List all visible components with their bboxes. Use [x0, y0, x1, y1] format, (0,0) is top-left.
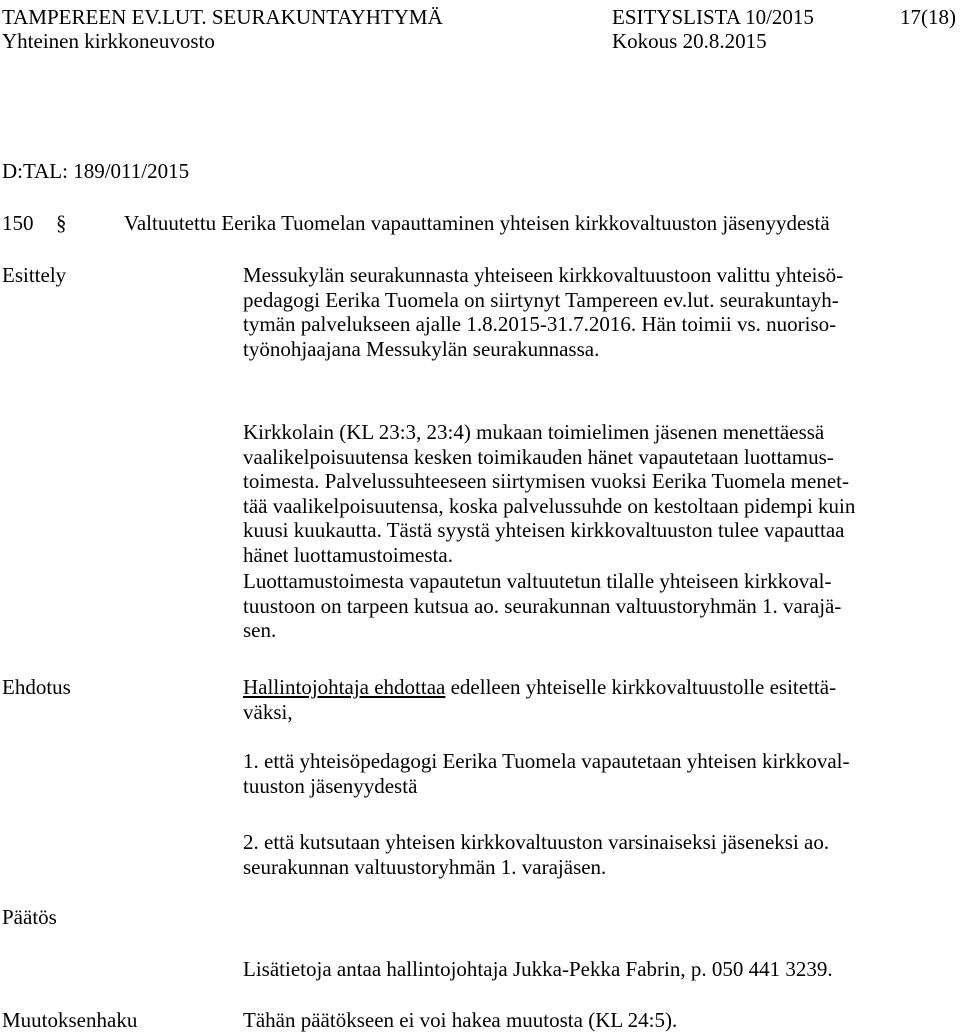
- text-line: hänet luottamustoimesta.: [243, 542, 453, 567]
- label-esittely: Esittely: [2, 263, 67, 287]
- text-line: Kirkkolain (KL 23:3, 23:4) mukaan toimielimen jäsenen menettäessä: [243, 420, 825, 444]
- organization-name: TAMPEREEN EV.LUT. SEURAKUNTAYHTYMÄ: [2, 5, 443, 29]
- appeal-note: Tähän päätökseen ei voi hakea muutosta (KL 24:5).: [243, 1008, 678, 1032]
- intro-text: edelleen yhteiselle kirkkovaltuustolle esitettä-: [445, 675, 837, 699]
- text-line: Luottamustoimesta vapautetun valtuutetun tilalle yhteiseen kirkkoval-: [243, 569, 832, 593]
- text-line: kuusi kuukautta. Tästä syystä yhteisen kirkkovaltuuston tulee vapauttaa: [243, 518, 845, 543]
- text-line: Messukylän seurakunnasta yhteiseen kirkkovaltuustoon valittu yhteisö-: [243, 263, 844, 287]
- esittely-paragraph-2: [243, 420, 943, 568]
- body-name: Yhteinen kirkkoneuvosto: [2, 29, 215, 53]
- text-line: toimesta. Palvelussuhteeseen siirtymisen vuoksi Eerika Tuomela menet-: [243, 469, 849, 494]
- meeting-date: Kokous 20.8.2015: [612, 29, 767, 53]
- text-line: tuustoon on tarpeen kutsua ao. seurakunnan valtuustoryhmän 1. varajä-: [243, 593, 842, 618]
- header-middle: [612, 5, 814, 53]
- text-line: 2. että kutsutaan yhteisen kirkkovaltuuston varsinaiseksi jäseneksi ao.: [243, 830, 830, 854]
- text-line: seurakunnan valtuustoryhmän 1. varajäsen.: [243, 854, 607, 879]
- text-line: sen.: [243, 618, 277, 643]
- text-line: vaalikelpoisuutensa kesken toimikauden hänet vapautetaan luottamus-: [243, 444, 834, 469]
- text-line: [243, 675, 943, 700]
- section-title: Valtuutettu Eerika Tuomelan vapauttaminen yhteisen kirkkovaltuuston jäsenyydestä: [124, 211, 830, 235]
- text-line: työnohjaajana Messukylän seurakunnassa.: [243, 336, 600, 361]
- text-line: tää vaalikelpoisuutensa, koska palvelussuhde on kestoltaan pidempi kuin: [243, 493, 856, 518]
- text-line: väksi,: [243, 699, 293, 724]
- diary-number: D:TAL: 189/011/2015: [2, 159, 190, 183]
- esittely-paragraph-3: [243, 569, 943, 643]
- label-ehdotus: Ehdotus: [2, 675, 71, 699]
- label-muutoksenhaku: Muutoksenhaku: [2, 1008, 138, 1032]
- header-left: [2, 5, 443, 53]
- contact-info: Lisätietoja antaa hallintojohtaja Jukka-Pekka Fabrin, p. 050 441 3239.: [243, 957, 833, 981]
- ehdotus-item-1: [243, 749, 943, 798]
- text-line: tuuston jäsenyydestä: [243, 773, 418, 798]
- text-line: tymän palvelukseen ajalle 1.8.2015-31.7.2016. Hän toimii vs. nuoriso-: [243, 312, 837, 337]
- text-line: 1. että yhteisöpedagogi Eerika Tuomela vapautetaan yhteisen kirkkoval-: [243, 749, 850, 773]
- page-number: 17(18): [900, 5, 956, 29]
- text-line: pedagogi Eerika Tuomela on siirtynyt Tampereen ev.lut. seurakuntayh-: [243, 287, 839, 312]
- ehdotus-intro: [243, 675, 943, 724]
- section-sign: §: [56, 211, 67, 235]
- proposer: Hallintojohtaja ehdottaa: [243, 675, 446, 699]
- section-number: 150: [2, 211, 34, 235]
- label-paatos: Päätös: [2, 905, 57, 929]
- esittely-paragraph-1: [243, 263, 943, 361]
- agenda-number: ESITYSLISTA 10/2015: [612, 5, 814, 29]
- ehdotus-item-2: [243, 830, 943, 879]
